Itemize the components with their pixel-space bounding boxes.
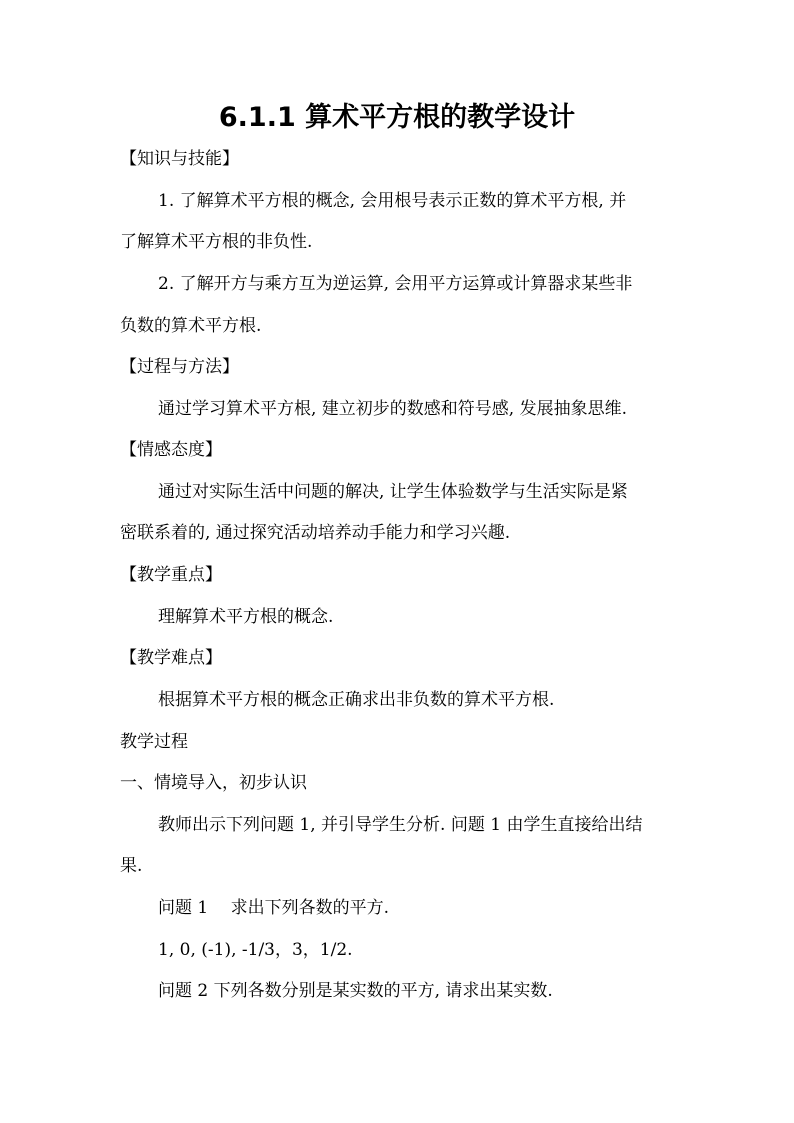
knowledge-item-1-line-2: 了解算术平方根的非负性. [120,232,313,252]
question-1: 问题 1 求出下列各数的平方. [158,898,390,918]
question-2: 问题 2 下列各数分别是某实数的平方, 请求出某实数. [158,981,553,1001]
emotion-paragraph-line-2: 密联系着的, 通过探究活动培养动手能力和学习兴趣. [120,523,511,543]
title-text: 算术平方根的教学设计 [305,102,576,133]
procedure-part-1-heading: 一、情境导入，初步认识 [120,773,307,793]
process-heading: 【过程与方法】 [120,357,239,377]
knowledge-heading: 【知识与技能】 [120,149,239,169]
knowledge-item-1-line-1: 1. 了解算术平方根的概念, 会用根号表示正数的算术平方根, 并 [158,191,627,211]
procedure-paragraph-line-2: 果. [120,856,143,876]
key-point-heading: 【教学重点】 [120,565,222,585]
key-point-paragraph: 理解算术平方根的概念. [158,607,334,627]
page-title [0,96,794,140]
knowledge-item-2-line-1: 2. 了解开方与乘方互为逆运算, 会用平方运算或计算器求某些非 [158,274,633,294]
process-paragraph: 通过学习算术平方根, 建立初步的数感和符号感, 发展抽象思维. [158,399,628,419]
difficulty-heading: 【教学难点】 [120,648,222,668]
title-number: 6.1.1 [218,102,296,133]
difficulty-paragraph: 根据算术平方根的概念正确求出非负数的算术平方根. [158,690,555,710]
procedure-paragraph-line-1: 教师出示下列问题 1, 并引导学生分析. 问题 1 由学生直接给出结 [158,815,643,835]
emotion-paragraph-line-1: 通过对实际生活中问题的解决, 让学生体验数学与生活实际是紧 [158,482,628,502]
emotion-heading: 【情感态度】 [120,440,222,460]
knowledge-item-2-line-2: 负数的算术平方根. [120,316,262,336]
procedure-heading: 教学过程 [120,732,188,752]
question-1-values: 1, 0, (-1), -1/3，3，1/2. [158,940,353,960]
